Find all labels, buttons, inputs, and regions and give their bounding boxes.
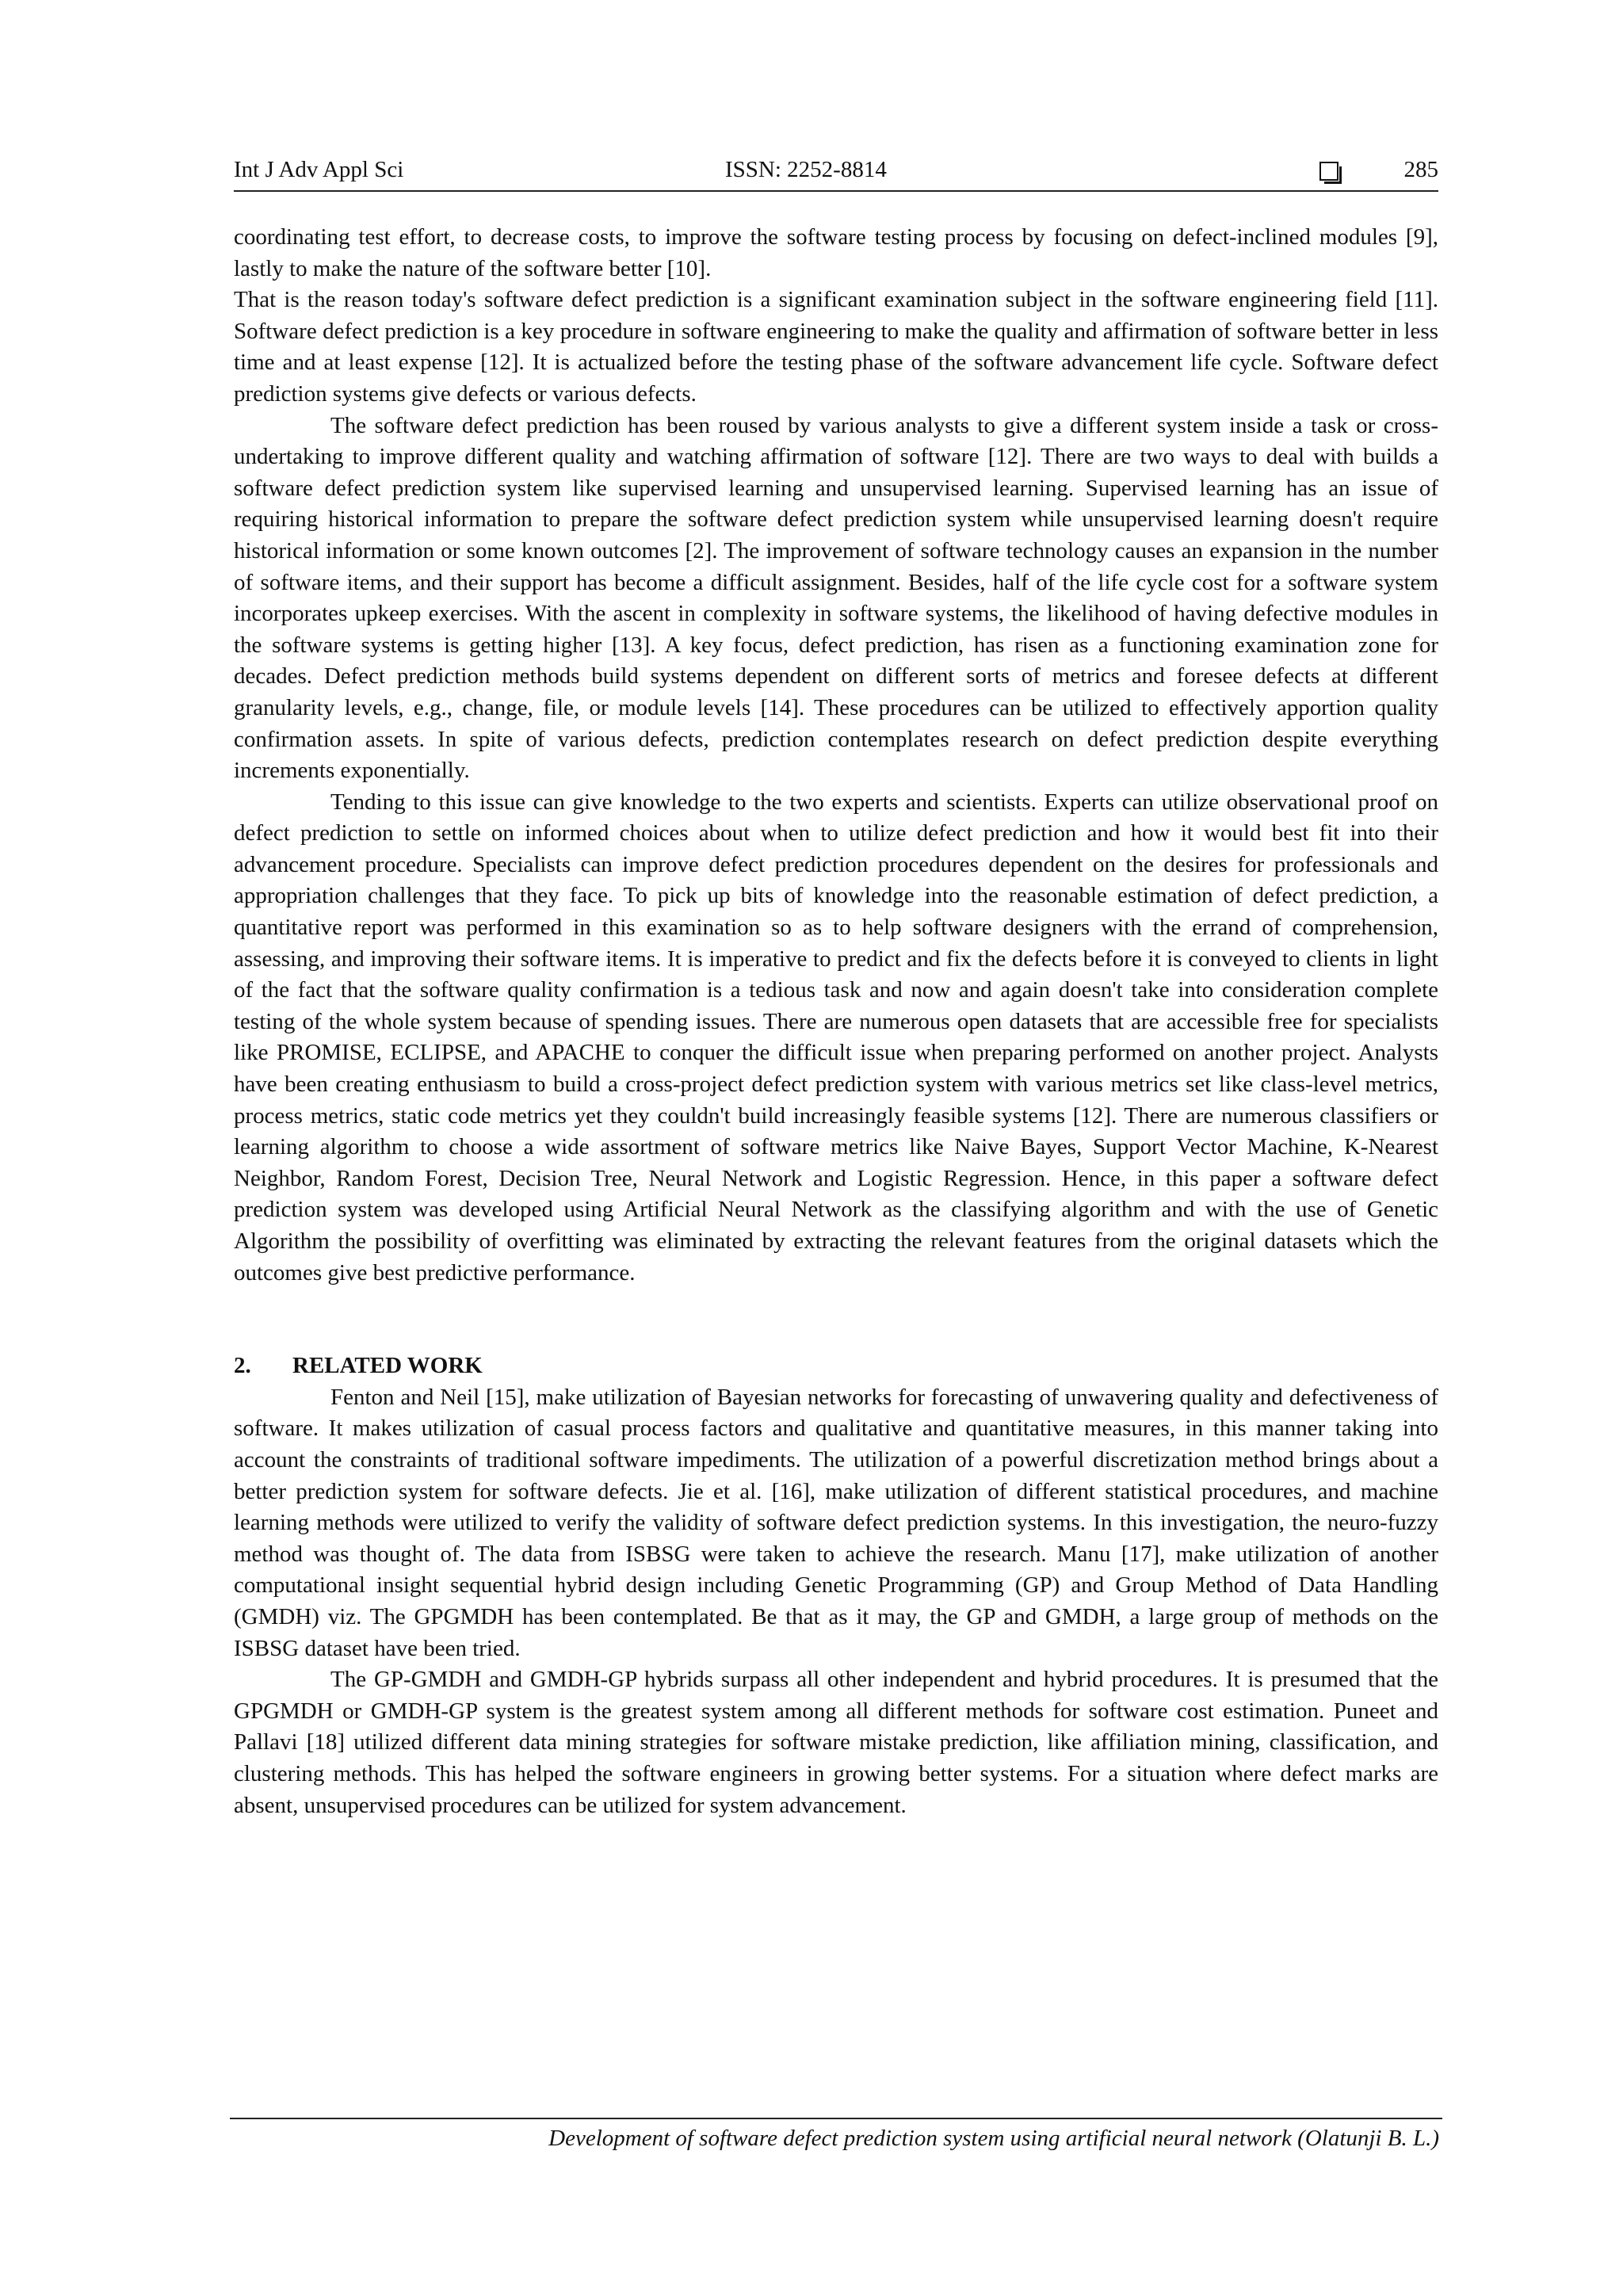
journal-name: Int J Adv Appl Sci xyxy=(234,157,404,182)
paragraph: coordinating test effort, to decrease costs, to improve the software testing process by focusing on defect-inclined modules [9], lastly to make the nature of the software better [10]. xyxy=(234,224,1438,281)
paragraph: Fenton and Neil [15], make utilization of Bayesian networks for forecasting of unwavering quality and defectiveness of software. It makes utilization of casual process factors and qualitative and quantitative measures, in this manner taking into account the constraints of traditional software impediments. The utilization of a powerful discretization method brings about a better prediction system for software defects. Jie et al. [16], make utilization of different statistical procedures, and machine learning methods were utilized to verify the validity of software defect prediction systems. In this investigation, the neuro-fuzzy method was thought of. The data from ISBSG were taken to achieve the research. Manu [17], make utilization of another computational insight sequential hybrid design including Genetic Programming (GP) and Group Method of Data Handling (GMDH) viz. The GPGMDH has been contemplated. Be that as it may, the GP and GMDH, a large group of methods on the ISBSG dataset have been tried. xyxy=(234,1384,1438,1661)
page-number: 285 xyxy=(1403,157,1438,182)
running-footer: Development of software defect prediction system using artificial neural network (Olatunji B. L.) xyxy=(548,2126,1439,2151)
paragraph: The software defect prediction has been roused by various analysts to give a different system inside a task or cross-undertaking to improve different quality and watching affirmation of software [12]. There are two ways to deal with builds a software defect prediction system like supervised learning and unsupervised learning. Supervised learning has an issue of requiring historical information to prepare the software defect prediction system while unsupervised learning doesn't require historical information or some known outcomes [2]. The improvement of software technology causes an expansion in the number of software items, and their support has become a difficult assignment. Besides, half of the life cycle cost for a software system incorporates upkeep exercises. With the ascent in complexity in software systems, the likelihood of having defective modules in the software systems is getting higher [13]. A key focus, defect prediction, has risen as a functioning examination zone for decades. Defect prediction methods build systems dependent on different sorts of metrics and foresee defects at different granularity levels, e.g., change, file, or module levels [14]. These procedures can be utilized to effectively apportion quality confirmation assets. In spite of various defects, prediction contemplates research on defect prediction despite everything increments exponentially. xyxy=(234,412,1438,784)
running-header xyxy=(234,157,1438,192)
paragraph: That is the reason today's software defect prediction is a significant examination subject in the software engineering field [11]. Software defect prediction is a key procedure in software engineering to make the quality and affirmation of software better in less time and at least expense [12]. It is actualized before the testing phase of the software advancement life cycle. Software defect prediction systems give defects or various defects. xyxy=(234,287,1438,407)
section-title: RELATED WORK xyxy=(292,1353,483,1379)
paragraph: Tending to this issue can give knowledge to the two experts and scientists. Experts can utilize observational proof on defect prediction to settle on informed choices about when to utilize defect prediction and how it would best fit into their advancement procedure. Specialists can improve defect prediction procedures dependent on the desires for professionals and appropriation challenges that they face. To pick up bits of knowledge into the reasonable estimation of defect prediction, a quantitative report was performed in this examination so as to help software designers with the errand of comprehension, assessing, and improving their software items. It is imperative to predict and fix the defects before it is conveyed to clients in light of the fact that the software quality confirmation is a tedious task and now and again doesn't take into consideration complete testing of the whole system because of spending issues. There are numerous open datasets that are accessible free for specialists like PROMISE, ECLIPSE, and APACHE to conquer the difficult issue when preparing performed on another project. Analysts have been creating enthusiasm to build a cross-project defect prediction system with various metrics set like class-level metrics, process metrics, static code metrics yet they couldn't build increasingly feasible systems [12]. There are numerous classifiers or learning algorithm to choose a wide assortment of software metrics like Naive Bayes, Support Vector Machine, K-Nearest Neighbor, Random Forest, Decision Tree, Neural Network and Logistic Regression. Hence, in this paper a software defect prediction system was developed using Artificial Neural Network as the classifying algorithm and with the use of Genetic Algorithm the possibility of overfitting was eliminated by extracting the relevant features from the original datasets which the outcomes give best predictive performance. xyxy=(234,789,1438,1286)
square-bullet-icon xyxy=(1319,162,1338,181)
section-heading xyxy=(234,1350,1438,1382)
section-number: 2. xyxy=(234,1353,251,1379)
body-text xyxy=(234,222,1438,1821)
paragraph: The GP-GMDH and GMDH-GP hybrids surpass all other independent and hybrid procedures. It is presumed that the GPGMDH or GMDH-GP system is the greatest system among all different methods for software cost estimation. Puneet and Pallavi [18] utilized different data mining strategies for software mistake prediction, like affiliation mining, classification, and clustering methods. This has helped the software engineers in growing better systems. For a situation where defect marks are absent, unsupervised procedures can be utilized for system advancement. xyxy=(234,1667,1438,1818)
issn: ISSN: 2252-8814 xyxy=(725,157,887,182)
footer-divider xyxy=(230,2118,1442,2119)
